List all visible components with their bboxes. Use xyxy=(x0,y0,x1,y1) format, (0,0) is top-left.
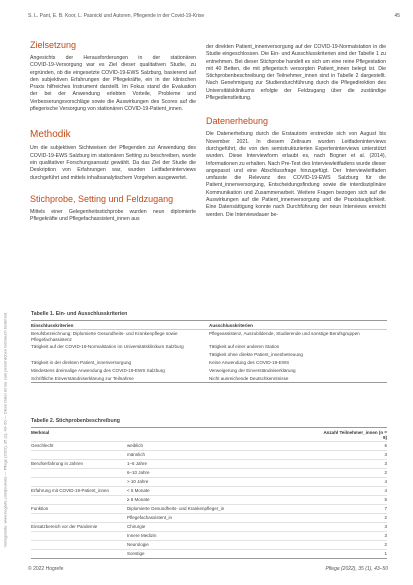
paragraph-datenerhebung: Die Datenerhebung durch die Erstautorin erstreckte sich von August bis November 2021. In diesem Zeitraum wurden Leitfadeninterviews durchgeführt, die von den semistrukturierten Experteninterviews unterstützt wurden. Diese Interviewform erlaubt es, nach Bogner et al. (2014), Informationen zu erhalten. Nach Pre-Test des Interviewleitfadens wurde dieser angepasst und eine Abschlussfrage hinzugefügt. Der Interviewleitfaden umfasste die Relevanz des COVID‑19‑EWS Salzburg für die Patient_innenversorgung, Entscheidungsfindung sowie die interdisziplinäre Kommunikation und Zusammenarbeit. Weitere Fragen bezogen sich auf die Auswirkungen auf die Patient_innenversorgung und die Praxistauglichkeit. Eine Datensättigung konnte nach Durchführung der neun Interviews erreicht werden. Die Interviewdauer be- xyxy=(206,131,386,218)
table-cell: 6–10 Jahre xyxy=(127,470,150,475)
table2-bottom-rule xyxy=(31,558,387,559)
heading-datenerhebung: Datenerhebung xyxy=(206,116,269,127)
table-cell: 2 xyxy=(384,470,387,475)
table-cell: 6 xyxy=(384,443,387,448)
table-cell: 2 xyxy=(384,515,387,520)
table-cell: Berufserfahrung in Jahren xyxy=(31,461,84,466)
table-cell: Tätigkeit auf einer anderen Station xyxy=(209,344,280,350)
table-cell: 1 xyxy=(384,551,387,556)
table-cell: 7 xyxy=(384,506,387,511)
table-cell: Erfahrung mit COVID‑19‑Patient_innen xyxy=(31,488,110,493)
table-row xyxy=(31,513,387,522)
page-number: 45 xyxy=(394,13,400,19)
table-cell: < 6 Monate xyxy=(127,488,150,493)
table-row xyxy=(31,330,387,343)
right-column xyxy=(206,44,386,219)
table-row xyxy=(31,468,387,477)
table-row xyxy=(31,351,387,359)
table-cell: ≥ 6 Monate xyxy=(127,497,150,502)
table-cell: Neurologie xyxy=(127,542,149,547)
table2-header-cell: Merkmal xyxy=(31,430,50,435)
table-cell xyxy=(31,452,127,458)
table-cell: Einsatzbereich vor der Pandemie xyxy=(31,524,98,529)
side-margin-text: Verlagsseite: www.hogrefe.com/journals — Pflege (2022), 35 (1), 43–50 — Diese Datei ist nur zum persönlichen Gebrauch bestimmt. xyxy=(2,311,8,548)
table-cell xyxy=(31,551,127,557)
table-row xyxy=(31,459,387,468)
table-cell xyxy=(31,470,127,476)
paragraph-stichprobe-cont: der direkten Patient_innenversorgung auf der COVID‑19‑Normalstation in die Studie eingeschlossen. Die Ein- und Ausschlusskriterien sind der Tabelle 1 zu entnehmen. Bei dieser Stichprobe handelt es sich um eine reine Pflegestation mit 40 Betten, die mit pflegerisch versorgten Patient_innen belegt ist. Die Stichprobenbeschreibung der Teilnehmer_innen sind in Tabelle 2 dargestellt. Nach Genehmigung zur Studiendurchführung durch die Pflegedirektion des Universitätsklinikums erfolgte der Feldzugang über die zuständige Pflegedienstleitung. xyxy=(206,44,386,102)
table-cell: Berufsbezeichnung: Diplomierte Gesundheits- und Krankenpflege sowie Pflegefachassistenz xyxy=(31,331,178,342)
table2-header-cell: Anzahl Teilnehmer_innen (n = 9) xyxy=(323,430,387,440)
table1-header-cell: Einschlusskriterien xyxy=(31,323,74,328)
table-cell xyxy=(31,542,127,548)
table-cell: 4 xyxy=(384,479,387,484)
table-cell xyxy=(31,479,127,485)
footer-citation: Pflege (2022), 35 (1), 43–50 xyxy=(325,566,388,572)
table-row xyxy=(31,486,387,495)
table-cell xyxy=(31,515,127,521)
table-cell: Schriftliche Einverständniserklärung zur Teilnahme xyxy=(31,375,134,381)
table-cell: Keine Anwendung des COVID‑19‑EWS xyxy=(209,359,290,365)
table-cell: Geschlecht xyxy=(31,443,54,448)
heading-zielsetzung: Zielsetzung xyxy=(30,40,77,50)
table-cell: 1–5 Jahre xyxy=(127,461,148,466)
table-cell: Diplomierte Gesundheits- und Krankenpfleger_in xyxy=(127,506,225,511)
table1-bottom-rule xyxy=(31,382,387,383)
table-cell: Verweigerung der Einverständniserklärung xyxy=(209,367,296,373)
table-row xyxy=(31,450,387,459)
table-cell: 4 xyxy=(384,488,387,493)
table-cell: Tätigkeit auf der COVID‑19‑Normalstation im Universitätsklinikum Salzburg xyxy=(31,344,184,350)
left-column xyxy=(30,40,196,223)
table-cell: Pflegeassistenz, Auszubildende, Studierende und sonstige Berufsgruppen xyxy=(209,331,360,337)
table2-caption: Tabelle 2. Stichprobenbeschreibung xyxy=(31,418,120,424)
table-cell: Funktion xyxy=(31,506,49,511)
table-cell: 3 xyxy=(384,533,387,538)
table-cell: Pflegefachassistent_in xyxy=(127,515,173,520)
paragraph-methodik: Um die subjektiven Sichtweisen der Pflegenden zur Anwendung des COVID‑19‑EWS Salzburg im stationären Setting zu beschreiben, wurde ein qualitativer Forschungsansatz gewählt. Da das Ziel der Studie die Deskription von Erfahrungen war, wurden Leitfadeninterviews durchgeführt und mittels inhaltsanalytischem Vorgehen ausgewertet. xyxy=(30,145,196,181)
table-row xyxy=(31,549,387,558)
table1 xyxy=(31,320,387,383)
running-head xyxy=(28,13,400,19)
table-row xyxy=(31,359,387,367)
table-cell: 3 xyxy=(384,452,387,457)
table-row xyxy=(31,367,387,375)
table-cell xyxy=(31,352,209,357)
table-cell: 3 xyxy=(384,461,387,466)
table-cell xyxy=(31,533,127,539)
table-cell: 3 xyxy=(384,524,387,529)
table-row xyxy=(31,531,387,540)
table-cell: 5 xyxy=(384,497,387,502)
table-row xyxy=(31,441,387,450)
table-cell: > 10 Jahre xyxy=(127,479,149,484)
table-cell: Nicht ausreichende Deutschkenntnisse xyxy=(209,375,289,381)
table-cell: Mindestens dreimalige Anwendung des COVID‑19‑EWS Salzburg xyxy=(31,367,165,373)
table-cell: weiblich xyxy=(127,443,144,448)
table-cell: Chirurgie xyxy=(127,524,146,529)
paragraph-zielsetzung: Angesichts der Herausforderungen in der stationären COVID‑19‑Versorgung war es Ziel dieser qualitativen Studie, zu ergründen, ob die eingesetzte COVID‑19‑EWS Salzburg, basierend auf den subjektiven Erfahrungen der Pflegekräfte, ein in der klinischen Praxis hilfreiches Instrument darstellt. Im Fokus stand die Evaluation der bei der Anwendung erlebten Vorteile, Probleme und Verbesserungsvorschläge sowie die Auswirkungen des Scores auf die pflegerische Versorgung von stationären COVID‑19‑Patient_innen. xyxy=(30,55,196,113)
table-row xyxy=(31,343,387,351)
table-cell: 2 xyxy=(384,542,387,547)
table-row xyxy=(31,522,387,531)
table-row xyxy=(31,374,387,382)
table-cell: Tätigkeit ohne direkte Patient_innenbetreuung xyxy=(209,352,303,358)
table-row xyxy=(31,477,387,486)
table-row xyxy=(31,540,387,549)
running-head-authors: S. L. Pant, E. B. Koor, L. Pasnicki und Autoren, Pflegende in der Covid‑19‑Krise xyxy=(28,13,205,19)
heading-methodik: Methodik xyxy=(30,129,71,141)
footer-copyright: © 2022 Hogrefe xyxy=(28,566,64,572)
table1-header-cell: Ausschlusskriterien xyxy=(209,323,253,328)
table2 xyxy=(31,427,387,559)
table-row xyxy=(31,495,387,504)
heading-stichprobe: Stichprobe, Setting und Feldzugang xyxy=(30,193,174,204)
table2-header-cell xyxy=(127,430,323,440)
paragraph-stichprobe: Mittels einer Gelegenheitsstichprobe wurden neun diplomierte Pflegekräfte und Pflegefachassistent_innen aus xyxy=(30,208,196,223)
table-row xyxy=(31,504,387,513)
table-cell: Tätigkeit in der direkten Patient_innenversorgung xyxy=(31,359,132,365)
table-cell xyxy=(31,497,127,503)
table1-caption: Tabelle 1. Ein- und Ausschlusskriterien xyxy=(31,311,128,317)
table1-header-row xyxy=(31,321,387,329)
table-cell: Sonstige xyxy=(127,551,145,556)
table2-header-row xyxy=(31,428,387,441)
table-cell: männlich xyxy=(127,452,146,457)
table-cell: Innere Medizin xyxy=(127,533,157,538)
